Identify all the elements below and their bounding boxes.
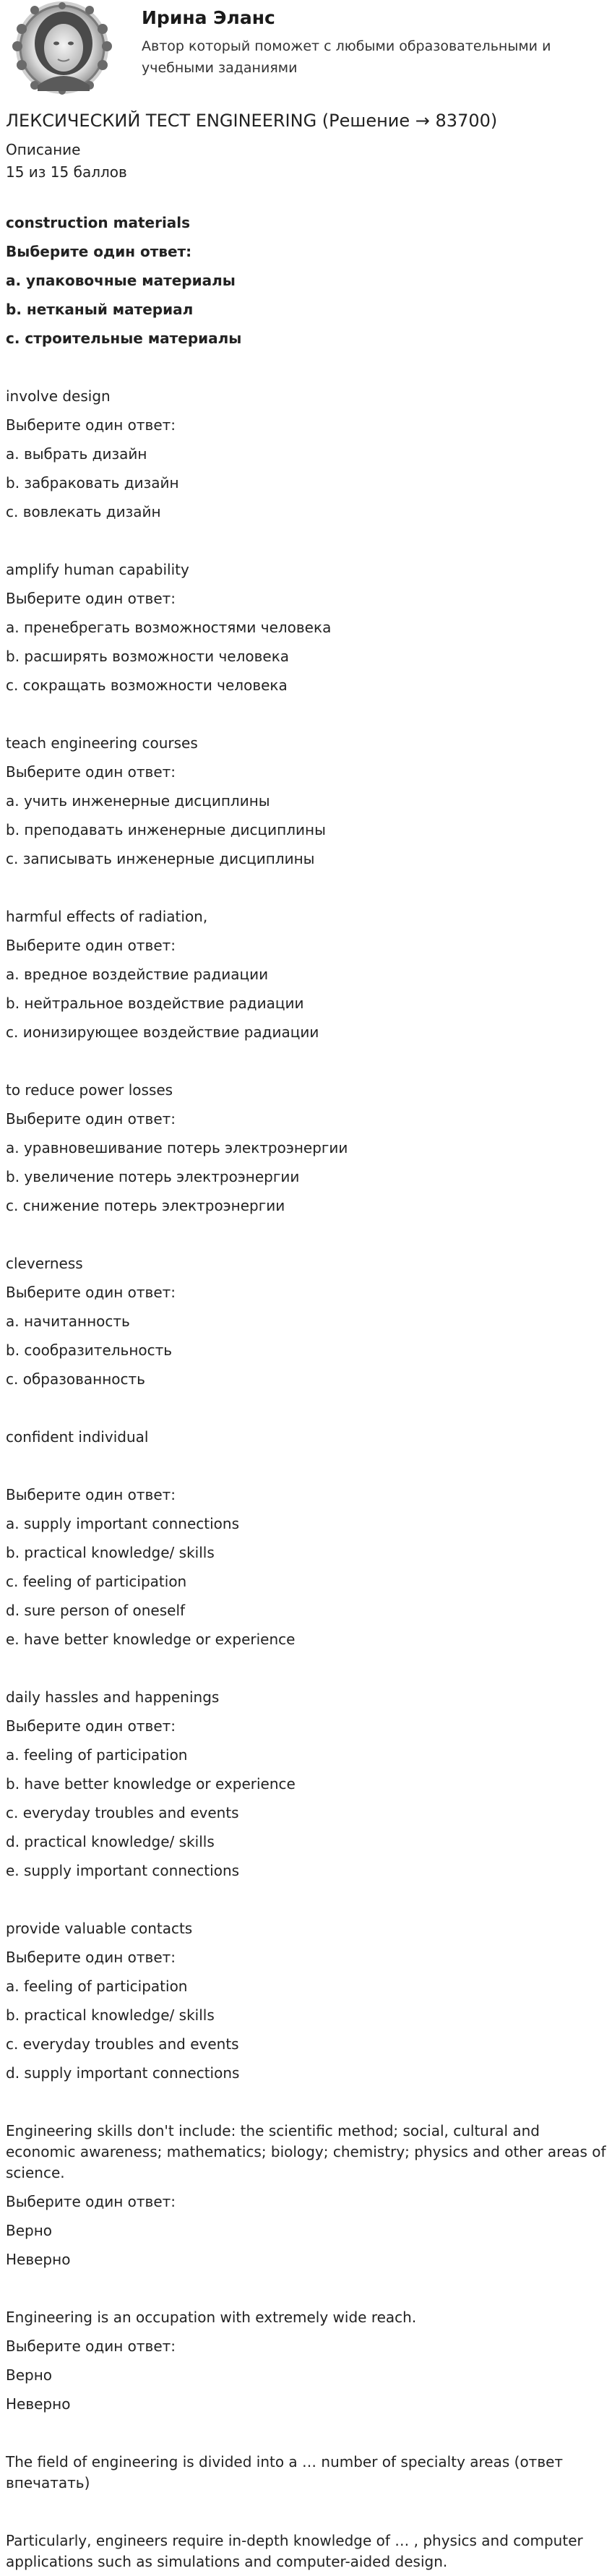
answer-option[interactable]: b. забраковать дизайн (6, 474, 179, 491)
question-prompt: Выберите один ответ: (6, 416, 176, 434)
answer-option[interactable]: b. нетканый материал (6, 301, 194, 318)
question-2 (6, 382, 606, 526)
question-4 (6, 729, 606, 873)
answer-option[interactable]: c. ионизирующее воздействие радиации (6, 1023, 319, 1041)
answer-option[interactable]: c. feeling of participation (6, 1573, 187, 1590)
author-info (118, 0, 590, 79)
answer-option[interactable]: c. строительные материалы (6, 330, 242, 347)
author-name[interactable]: Ирина Эланс (142, 7, 275, 28)
question-prompt: Выберите один ответ: (6, 1110, 176, 1128)
question-6 (6, 1076, 606, 1220)
avatar-image (6, 0, 118, 98)
question-text: amplify human capability (6, 561, 189, 578)
question-prompt: Выберите один ответ: (6, 1284, 176, 1301)
answer-option[interactable]: b. увеличение потерь электроэнергии (6, 1168, 300, 1185)
answer-option[interactable]: d. practical knowledge/ skills (6, 1833, 215, 1850)
question-text: teach engineering courses (6, 734, 198, 752)
question-1 (6, 208, 606, 353)
answer-option[interactable]: c. everyday troubles and events (6, 2035, 239, 2053)
question-12 (6, 2303, 606, 2418)
question-prompt: Выберите один ответ: (6, 1949, 176, 1966)
question-prompt: Выберите один ответ: (6, 243, 192, 260)
question-prompt: Выберите один ответ: (6, 937, 176, 954)
answer-option[interactable]: a. выбрать дизайн (6, 445, 147, 463)
question-prompt: Выберите один ответ: (6, 2337, 176, 2355)
question-text: harmful effects of radiation, (6, 908, 208, 925)
answer-option[interactable]: b. practical knowledge/ skills (6, 2006, 215, 2024)
question-8 (6, 1422, 606, 1654)
author-card (0, 0, 612, 101)
question-5 (6, 902, 606, 1047)
answer-option[interactable]: c. снижение потерь электроэнергии (6, 1197, 285, 1214)
question-text: provide valuable contacts (6, 1920, 193, 1937)
question-7 (6, 1249, 606, 1394)
test-score: 15 из 15 баллов (6, 163, 127, 181)
answer-option[interactable]: a. feeling of participation (6, 1978, 188, 1995)
answer-option[interactable]: d. sure person of oneself (6, 1602, 186, 1619)
author-description: Автор который поможет с любыми образовательными и учебными заданиями (142, 38, 551, 76)
question-text: The field of engineering is divided into a … number of specialty areas (ответ впечатать) (6, 2453, 564, 2491)
question-10 (6, 1914, 606, 2087)
answer-option[interactable]: c. образованность (6, 1370, 145, 1388)
question-text: Engineering skills don't include: the scientific method; social, cultural and economic awareness; mathematics; biology; chemistry; physics and other areas of science. (6, 2122, 606, 2181)
question-text: Engineering is an occupation with extremely wide reach. (6, 2309, 417, 2326)
question-text: involve design (6, 387, 111, 405)
question-11 (6, 2116, 606, 2274)
answer-option[interactable]: b. нейтральное воздействие радиации (6, 995, 304, 1012)
answer-option[interactable]: b. сообразительность (6, 1341, 173, 1359)
answer-option[interactable]: d. supply important connections (6, 2064, 240, 2082)
answer-option[interactable]: a. учить инженерные дисциплины (6, 792, 270, 810)
answer-option[interactable]: a. уравновешивание потерь электроэнергии (6, 1139, 348, 1156)
question-text: to reduce power losses (6, 1081, 173, 1099)
question-text: confident individual (6, 1428, 149, 1446)
answer-option[interactable]: c. everyday troubles and events (6, 1804, 239, 1821)
answer-option[interactable]: a. начитанность (6, 1313, 130, 1330)
answer-option[interactable]: b. practical knowledge/ skills (6, 1544, 215, 1561)
answer-option[interactable]: a. пренебрегать возможностями человека (6, 619, 332, 636)
answer-option[interactable]: a. feeling of participation (6, 1746, 188, 1764)
blank-line (6, 1451, 606, 1480)
question-text: construction materials (6, 214, 191, 231)
answer-option[interactable]: Неверно (6, 2395, 71, 2413)
answer-option[interactable]: b. расширять возможности человека (6, 648, 290, 665)
answer-option[interactable]: a. supply important connections (6, 1515, 239, 1532)
question-prompt: Выберите один ответ: (6, 763, 176, 781)
test-title: ЛЕКСИЧЕСКИЙ ТЕСТ ENGINEERING (Решение → 83700) (6, 111, 498, 131)
test-content (0, 108, 612, 2576)
answer-option[interactable]: c. записывать инженерные дисциплины (6, 850, 315, 867)
question-13 (6, 2447, 606, 2497)
author-avatar (6, 0, 118, 98)
answer-option[interactable]: e. have better knowledge or experience (6, 1631, 296, 1648)
answer-option[interactable]: b. преподавать инженерные дисциплины (6, 821, 326, 838)
question-text: Particularly, engineers require in-depth knowledge of … , physics and computer applications such as simulations and computer-aided design. (6, 2532, 583, 2570)
answer-option[interactable]: e. supply important connections (6, 1862, 240, 1879)
answer-option[interactable]: Верно (6, 2222, 53, 2239)
question-text: cleverness (6, 1255, 83, 1272)
question-prompt: Выберите один ответ: (6, 2193, 176, 2210)
question-14 (6, 2526, 606, 2576)
question-prompt: Выберите один ответ: (6, 1486, 176, 1503)
question-9 (6, 1683, 606, 1885)
question-3 (6, 555, 606, 700)
answer-option[interactable]: a. вредное воздействие радиации (6, 966, 269, 983)
answer-option[interactable]: c. вовлекать дизайн (6, 503, 161, 520)
question-prompt: Выберите один ответ: (6, 590, 176, 607)
answer-option[interactable]: c. сокращать возможности человека (6, 677, 288, 694)
answer-option[interactable]: Неверно (6, 2251, 71, 2268)
answer-option[interactable]: Верно (6, 2366, 53, 2384)
answer-option[interactable]: a. упаковочные материалы (6, 272, 236, 289)
question-text: daily hassles and happenings (6, 1688, 220, 1706)
test-description-label: Описание (6, 141, 81, 158)
question-prompt: Выберите один ответ: (6, 1717, 176, 1735)
answer-option[interactable]: b. have better knowledge or experience (6, 1775, 296, 1793)
